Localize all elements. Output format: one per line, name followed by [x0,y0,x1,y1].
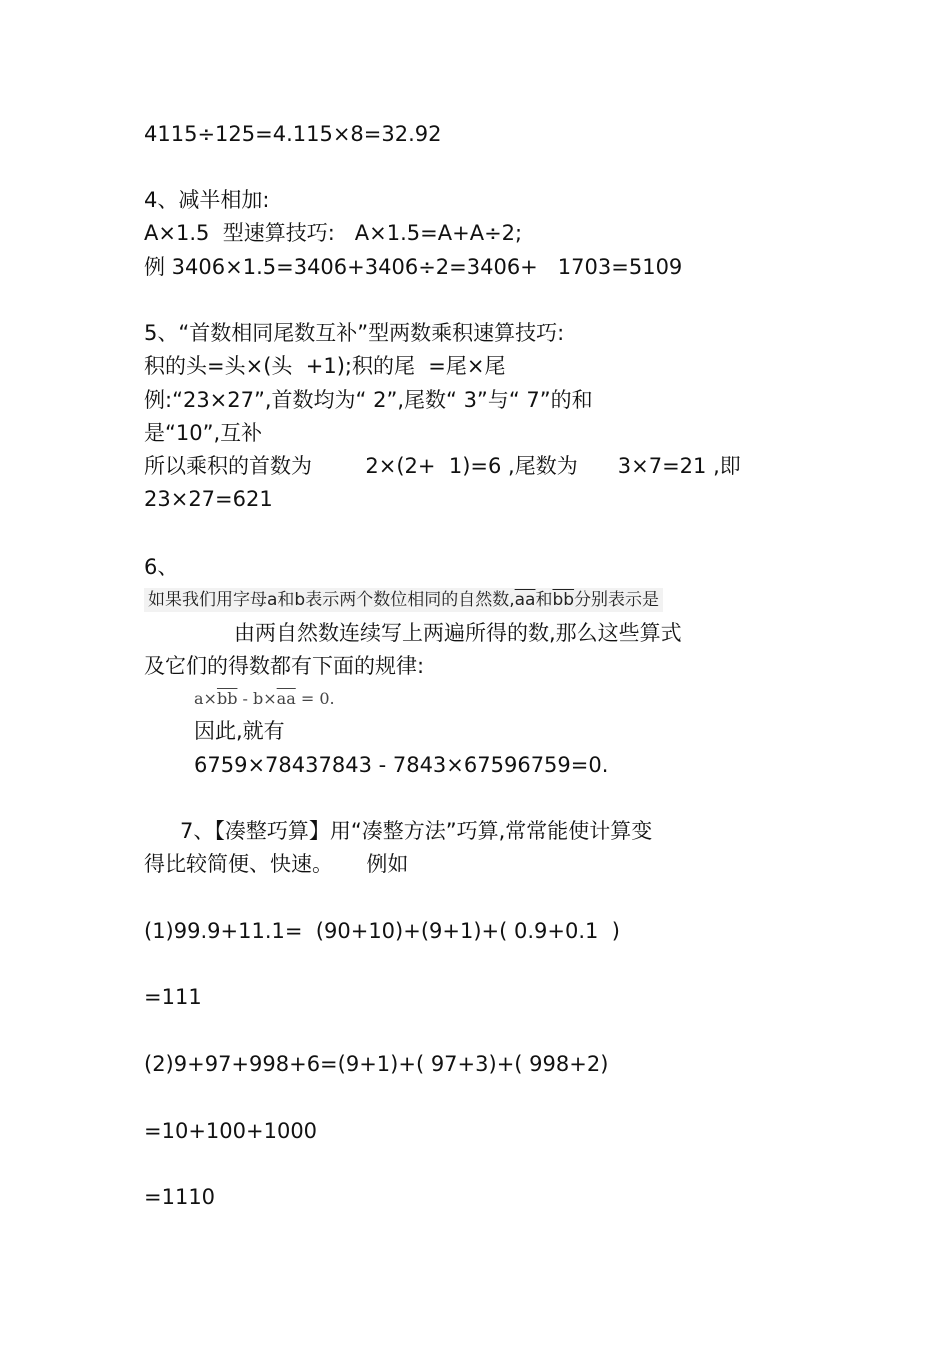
text-line: (1)99.9+11.1= (90+10)+(9+1)+( 0.9+0.1 ) [144,919,620,943]
formula-image [194,689,335,708]
overline-bb: $\overline{bb}$ [552,590,575,610]
section-6-title: 6、 [144,555,179,579]
text-line: (2)9+97+998+6=(9+1)+( 97+3)+( 998+2) [144,1052,609,1076]
text-line: =1110 [144,1185,216,1209]
text-line: 6759×78437843 - 7843×67596759=0. [194,753,609,777]
snippet-text: 分别表示是 [574,590,660,610]
text-line: 例:“23×27”,首数均为“ 2”,尾数“ 3”与“ 7”的和 [144,388,593,412]
text-line: 因此,就有 [194,719,285,743]
text-line: 4115÷125=4.115×8=32.92 [144,122,442,146]
text-line: =111 [144,985,202,1009]
text-line: 是“10”,互补 [144,421,263,445]
text-line: 所以乘积的首数为 2×(2+ 1)=6 ,尾数为 3×7=21 ,即 [144,454,741,478]
embedded-text-image [144,588,663,612]
formula-part: = 0. [295,689,335,708]
text-line: 由两自然数连续写上两遍所得的数,那么这些算式 [234,621,682,645]
text-line: 例 3406×1.5=3406+3406÷2=3406+ 1703=5109 [144,255,683,279]
overline-bb: $\overline{bb}$ [216,689,238,708]
text-line: =10+100+1000 [144,1119,318,1143]
text-line: 得比较简便、快速。 例如 [144,852,409,876]
overline-aa: $\overline{aa}$ [276,689,296,708]
formula-part: - b× [237,689,277,708]
text-line: 23×27=621 [144,487,273,511]
snippet-text: 和 [535,590,553,610]
section-5-title: 5、“首数相同尾数互补”型两数乘积速算技巧: [144,321,565,345]
text-line: A×1.5 型速算技巧: A×1.5=A+A÷2; [144,221,523,245]
overline-aa: $\overline{aa}$ [514,590,536,610]
text-line: 积的头=头×(头 +1);积的尾 =尾×尾 [144,354,506,378]
section-7-title: 7、【凑整巧算】用“凑整方法”巧算,常常能使计算变 [180,819,653,843]
text-line: 及它们的得数都有下面的规律: [144,654,425,678]
formula-part: a× [194,689,217,708]
snippet-text: 如果我们用字母a和b表示两个数位相同的自然数, [148,590,515,610]
section-4-title: 4、减半相加: [144,188,270,212]
